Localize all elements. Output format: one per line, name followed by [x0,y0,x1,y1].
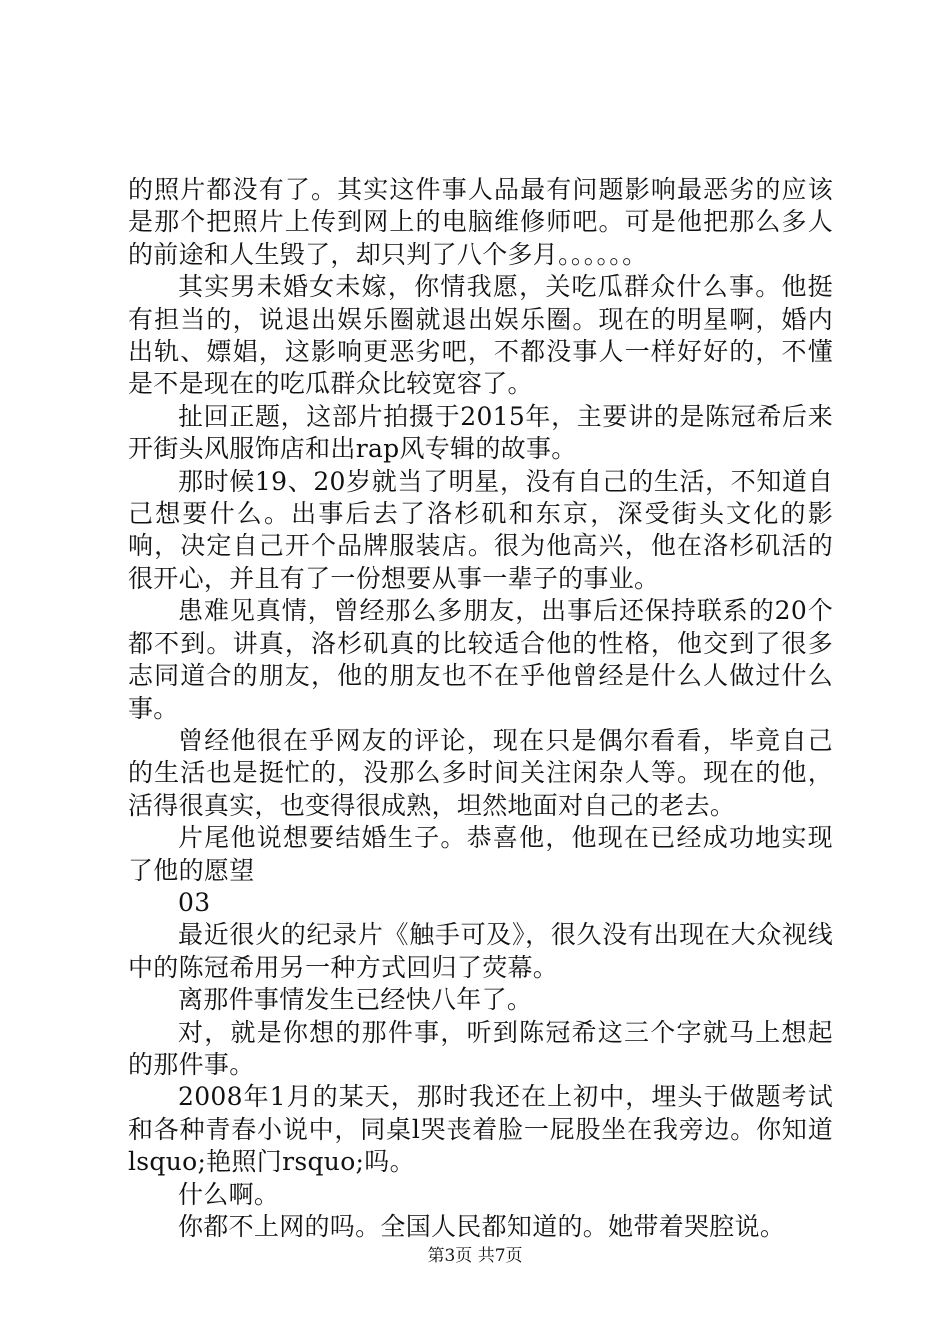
paragraph: 其实男未婚女未嫁，你情我愿，关吃瓜群众什么事。他挺有担当的，说退出娱乐圈就退出娱乐圈。现在的明星啊，婚内出轨、嫖娼，这影响更恶劣吧，不都没事人一样好好的，不懂是不是现在的吃瓜群众比较宽容了。 [128,272,833,399]
paragraph: 什么啊。 [178,1179,280,1209]
paragraph: 患难见真情，曾经那么多朋友，出事后还保持联系的20个都不到。讲真，洛杉矶真的比较适合他的性格，他交到了很多志同道合的朋友，他的朋友也不在乎他曾经是什么人做过什么事。 [128,596,833,723]
paragraph: 曾经他很在乎网友的评论，现在只是偶尔看看，毕竟自己的生活也是挺忙的，没那么多时间关注闲杂人等。现在的他，活得很真实，也变得很成熟，坦然地面对自己的老去。 [128,725,833,820]
paragraph: 最近很火的纪录片《触手可及》，很久没有出现在大众视线中的陈冠希用另一种方式回归了荧幕。 [128,920,833,982]
paragraph: 那时候19、20岁就当了明星，没有自己的生活，不知道自己想要什么。出事后去了洛杉矶和东京，深受街头文化的影响，决定自己开个品牌服装店。很为他高兴，他在洛杉矶活的很开心，并且有了一份想要从事一辈子的事业。 [128,466,833,593]
page-number-footer: 第3页 共7页 [427,1246,523,1266]
paragraph: 你都不上网的吗。全国人民都知道的。她带着哭腔说。 [178,1212,786,1241]
section-number: 03 [178,887,211,917]
paragraph: 对，就是你想的那件事，听到陈冠希这三个字就马上想起的那件事。 [128,1017,833,1079]
paragraph: 2008年1月的某天，那时我还在上初中，埋头于做题考试和各种青春小说中，同桌l哭丧着脸一屁股坐在我旁边。你知道lsquo;艳照门rsquo;吗。 [128,1082,833,1177]
paragraph: 离那件事情发生已经快八年了。 [178,985,533,1015]
paragraph: 扯回正题，这部片拍摄于2015年，主要讲的是陈冠希后来开街头风服饰店和出rap风专辑的故事。 [128,401,833,464]
document-body [128,174,833,1243]
paragraph: 片尾他说想要结婚生子。恭喜他，他现在已经成功地实现了他的愿望 [128,823,833,885]
paragraph: 的照片都没有了。其实这件事人品最有问题影响最恶劣的应该是那个把照片上传到网上的电脑维修师吧。可是他把那么多人的前途和人生毁了，却只判了八个多月。。。。。。 [128,175,833,269]
